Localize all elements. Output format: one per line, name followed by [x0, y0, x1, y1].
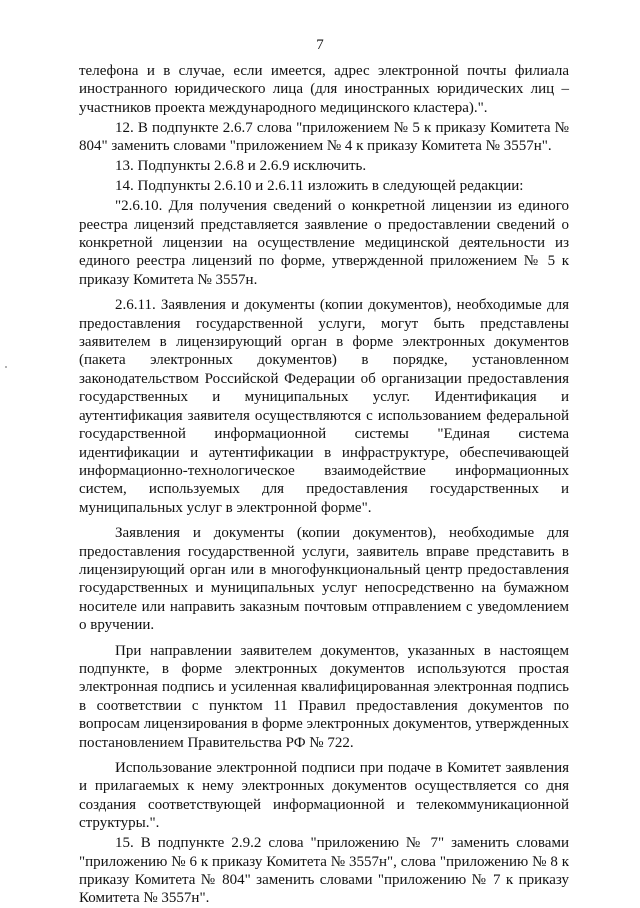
paragraph-item-15: 15. В подпункте 2.9.2 слова "приложению № 7" заменить словами "приложению № 6 к приказу Комитета № 3557н", слова "приложению № 8 к приказу Комитета № 804" заменить словами "приложению № 7 к приказу Комитета № 3557н". — [79, 835, 569, 907]
paragraph-submission-options: Заявления и документы (копии документов), необходимые для предоставления государственной услуги, заявитель вправе представить в лицензирующий орган или в многофункциональный центр предоставления государственных и муниципальных услуг непосредственно на бумажном носителе или направить заказным почтовым отправлением с уведомлением о вручении. — [79, 525, 569, 634]
paragraph-item-13: 13. Подпункты 2.6.8 и 2.6.9 исключить. — [115, 158, 367, 175]
scan-artifact — [5, 366, 7, 368]
paragraph-2-6-11: 2.6.11. Заявления и документы (копии документов), необходимые для предоставления государственной услуги, могут быть представлены заявителем в лицензирующий орган в форме электронных документов (пакета электронных документов) в порядке, установленном законодательством Российской Федерации об организации предоставления государственных и муниципальных услуг. Идентификация и аутентификация заявителя осуществляются с использованием федеральной государственной информационной системы "Единая система идентификации и аутентификации в инфраструктуре, обеспечивающей информационно-технологическое взаимодействие информационных систем, используемых для предоставления государственных и муниципальных услуг в электронной форме". — [79, 297, 569, 516]
paragraph-item-14: 14. Подпункты 2.6.10 и 2.6.11 изложить в следующей редакции: — [115, 178, 524, 195]
page-number: 7 — [316, 37, 324, 53]
paragraph-electronic-signature: При направлении заявителем документов, указанных в настоящем подпункте, в форме электронных документов используются простая электронная подпись и усиленная квалифицированная электронная подпись в соответствии с пунктом 11 Правил предоставления документов по вопросам лицензирования в форме электронных документов, утвержденных постановлением Правительства РФ № 722. — [79, 642, 569, 751]
paragraph-continuation: телефона и в случае, если имеется, адрес электронной почты филиала иностранного юридического лица (для иностранных юридических лиц – участников проекта международного медицинского кластера).". — [79, 63, 569, 116]
paragraph-item-12: 12. В подпункте 2.6.7 слова "приложением № 5 к приказу Комитета № 804" заменить словами "приложением № 4 к приказу Комитета № 3557н". — [79, 119, 569, 155]
paragraph-signature-usage: Использование электронной подписи при подаче в Комитет заявления и прилагаемых к нему электронных документов осуществляется со дня создания соответствующей информационной и телекоммуникационной структуры.". — [79, 760, 569, 832]
document-body — [79, 62, 569, 908]
paragraph-2-6-10: "2.6.10. Для получения сведений о конкретной лицензии из единого реестра лицензий представляется заявление о предоставлении сведений о конкретной лицензии на осуществление медицинской деятельности из единого реестра лицензий по форме, утвержденной приложением № 5 к приказу Комитета № 3557н. — [79, 198, 569, 288]
